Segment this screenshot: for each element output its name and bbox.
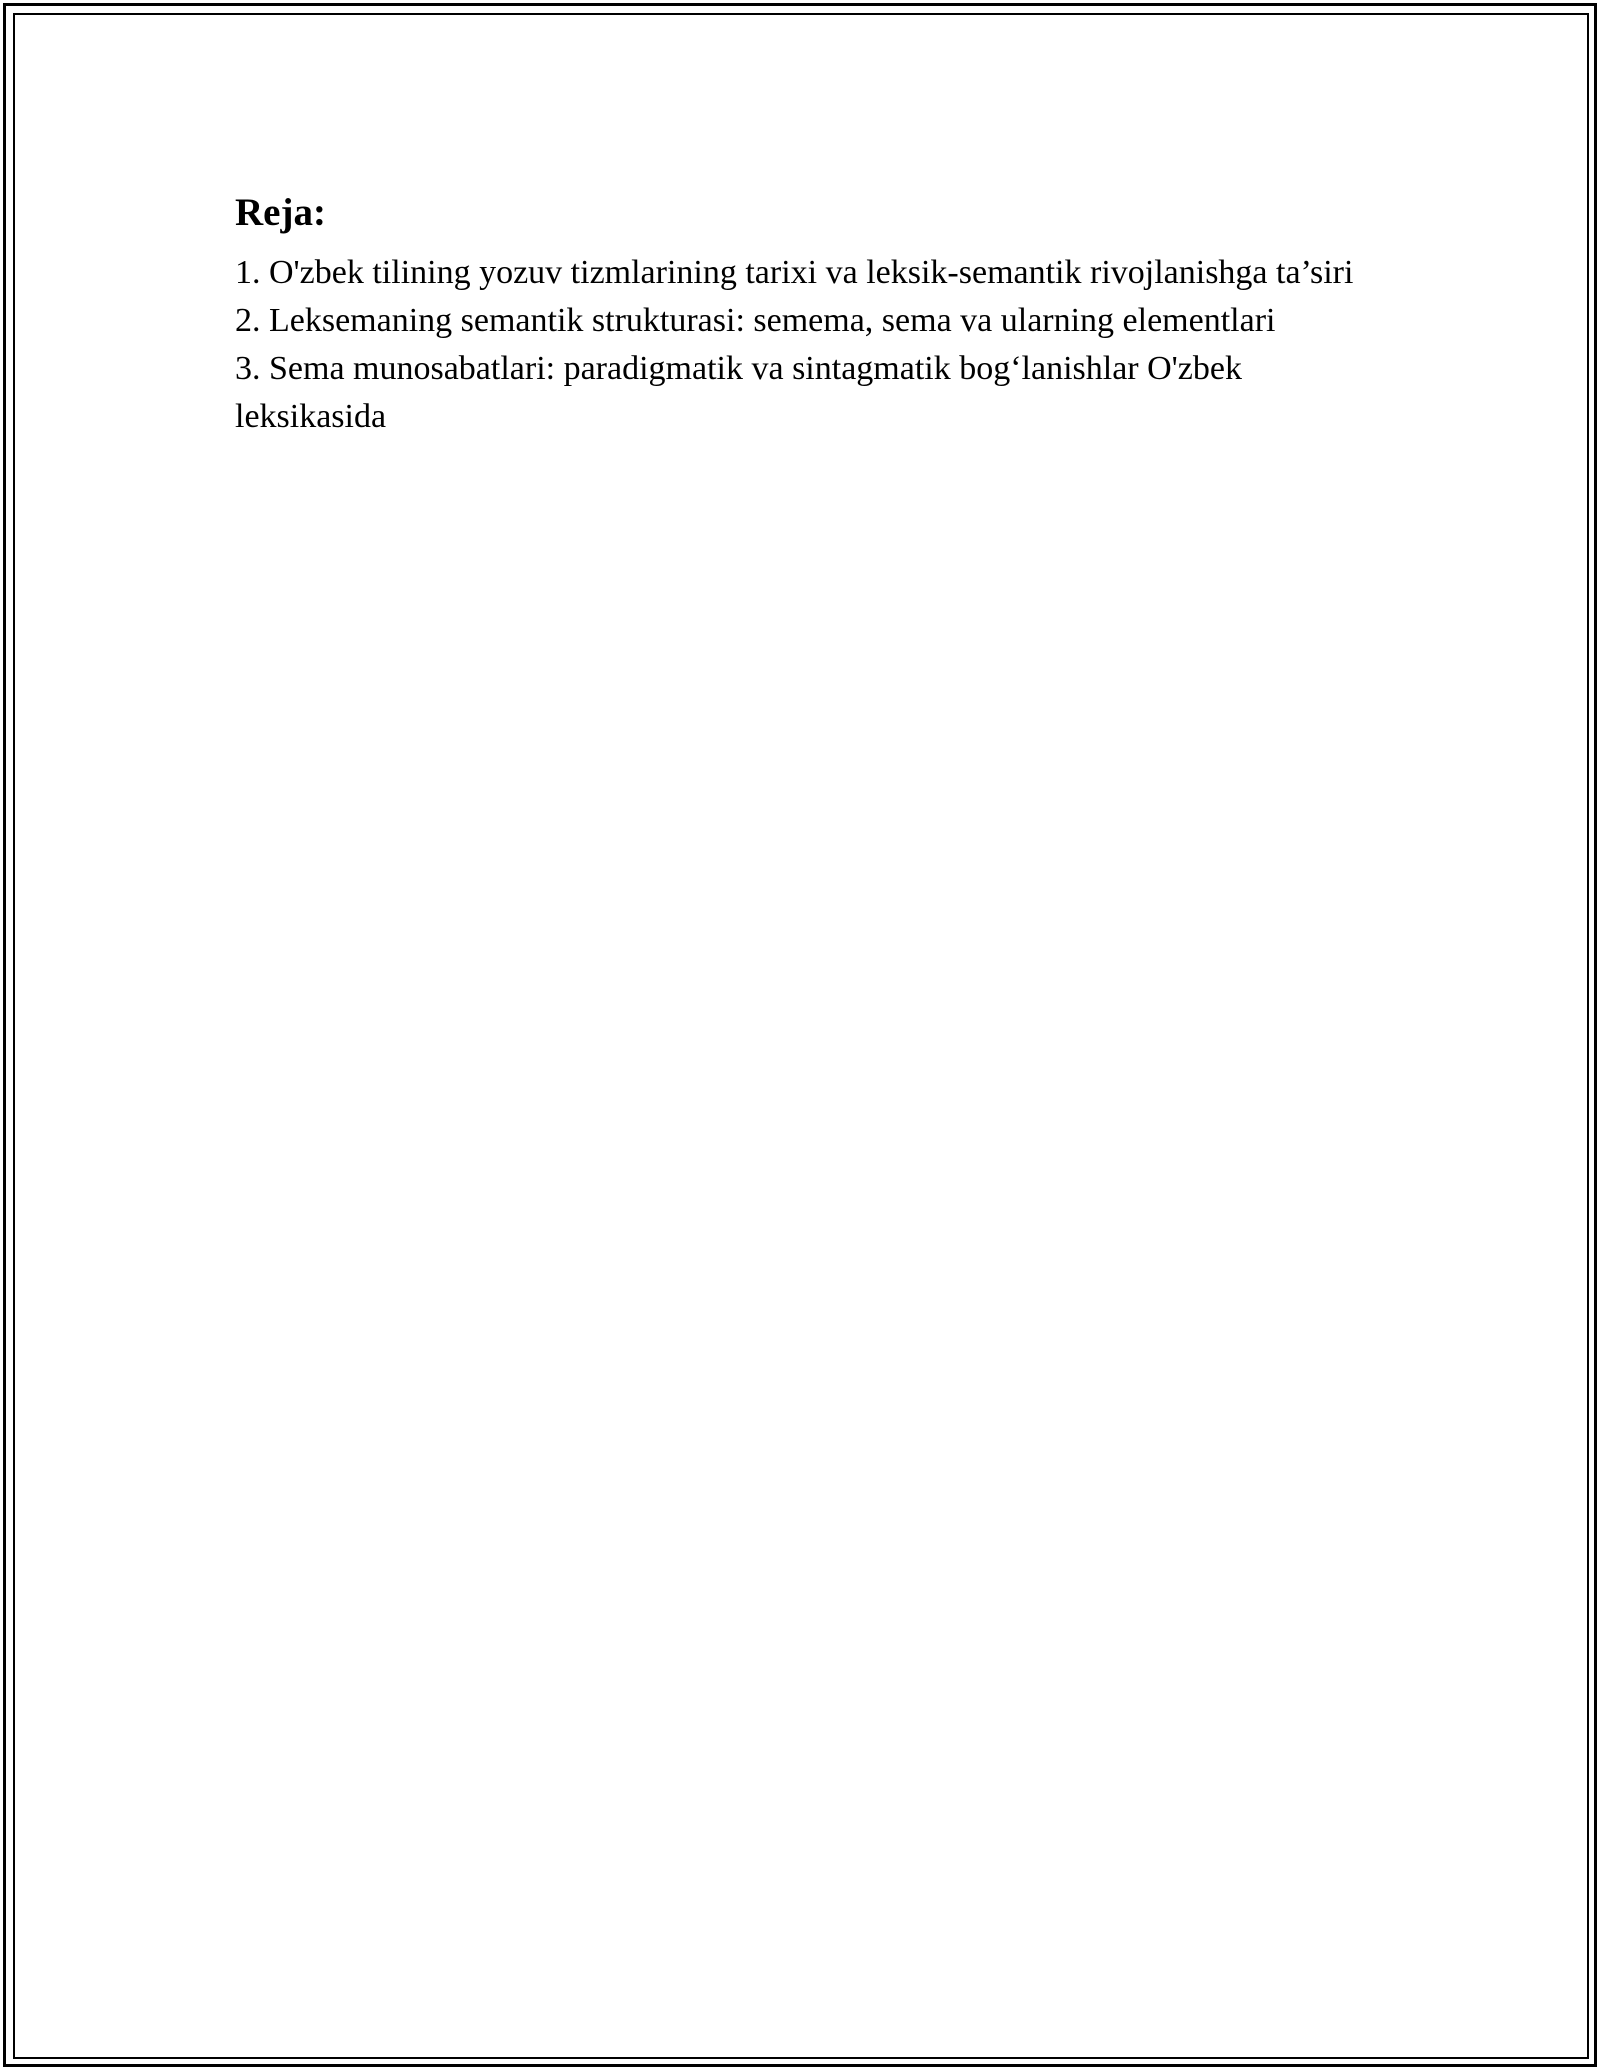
plan-heading: Reja: bbox=[235, 191, 326, 234]
plan-item-2: 2. Leksemaning semantik strukturasi: semema, sema va ularning elementlari bbox=[235, 302, 1276, 339]
page-content bbox=[235, 187, 1385, 441]
plan-list bbox=[235, 249, 1385, 441]
plan-item-3: 3. Sema munosabatlari: paradigmatik va sintagmatik bog‘lanishlar O'zbek leksikasida bbox=[235, 350, 1242, 435]
plan-item-1: 1. O'zbek tilining yozuv tizmlarining tarixi va leksik-semantik rivojlanishga ta’siri bbox=[235, 254, 1354, 291]
